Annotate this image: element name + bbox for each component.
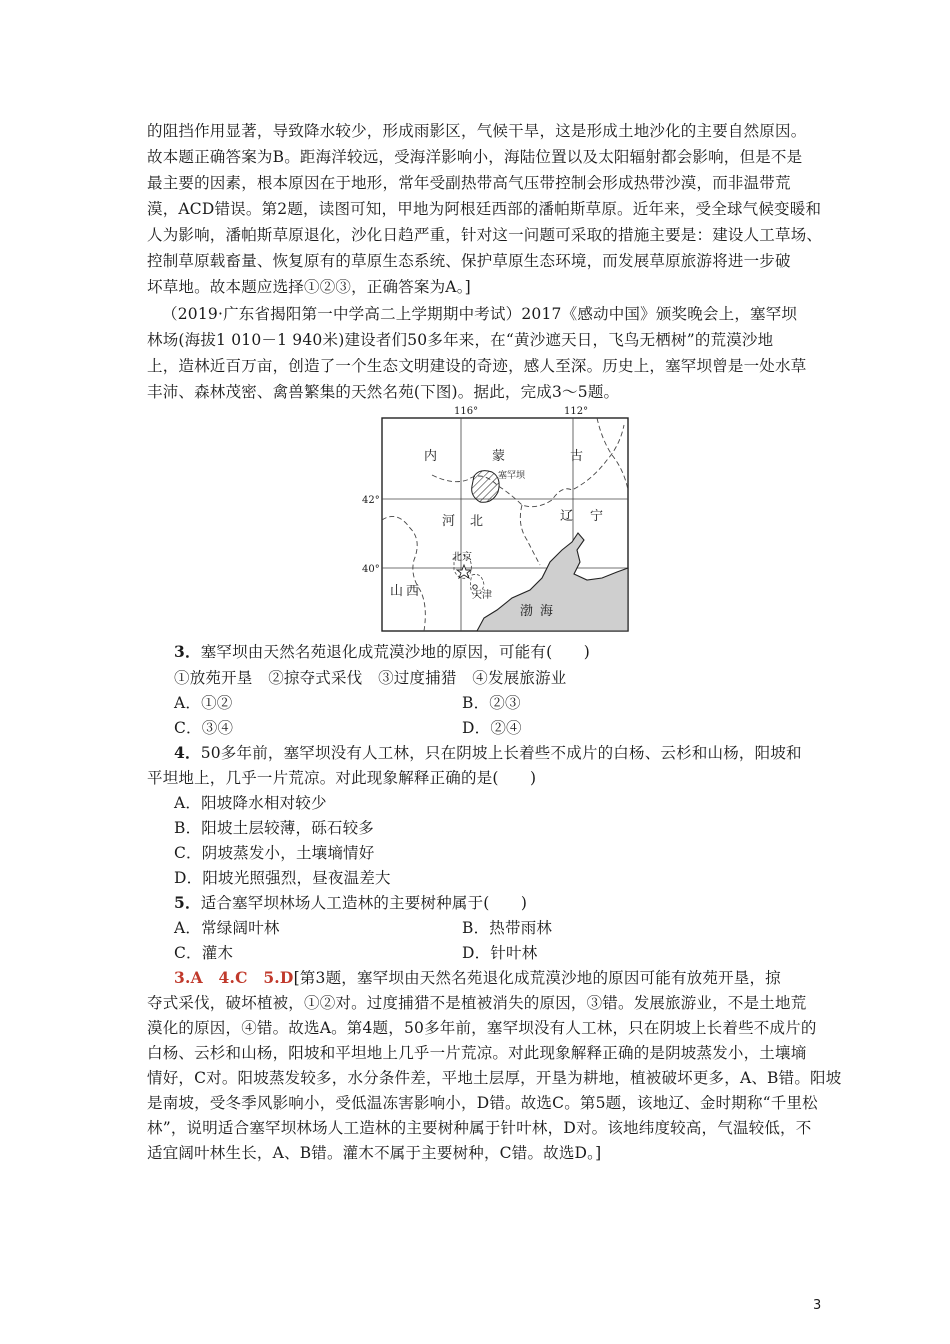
place-label: 蒙 <box>492 449 506 464</box>
answer-line: 情好，C对。阳坡蒸发较多，水分条件差，平地土层厚，开垦为耕地，植被破坏更多，A、B错。阳坡 <box>147 1069 842 1087</box>
answer-line: 白杨、云杉和山杨，阳坡和平坦地上几乎一片荒凉。对此现象解释正确的是阴坡蒸发小，土壤墒 <box>147 1044 807 1062</box>
place-label: 渤 <box>520 604 534 619</box>
place-label: 北 <box>470 514 484 529</box>
option-d: D．阳坡光照强烈，昼夜温差大 <box>174 869 391 887</box>
intro-line: 上，造林近百万亩，创造了一个生态文明建设的奇迹，感人至深。历史上，塞罕坝曾是一处水草 <box>147 357 807 375</box>
paragraph-line: 最主要的因素，根本原因在于地形，常年受副热带高气压带控制会形成热带沙漠，而非温带荒 <box>147 174 791 192</box>
question-4 <box>174 743 802 763</box>
question-3 <box>174 642 590 662</box>
answer-line: 是南坡，受冬季风影响小，受低温冻害影响小，D错。故选C。第5题，该地辽、金时期称“千里松 <box>147 1094 818 1112</box>
place-label-saihanba: 塞罕坝 <box>498 471 526 481</box>
option-b: B．②③ <box>462 694 521 712</box>
lon-label-112: 112° <box>564 406 589 417</box>
place-label-beijing: 北京 <box>452 552 472 563</box>
question-stem: 50多年前，塞罕坝没有人工林，只在阴坡上长着些不成片的白杨、云杉和山杨，阳坡和 <box>200 744 802 762</box>
option-c: C．阴坡蒸发小，土壤墒情好 <box>174 844 375 862</box>
paragraph-line: 控制草原载畜量、恢复原有的草原生态系统、保护草原生态环境，而发展草原旅游将进一步破 <box>147 252 791 270</box>
page-number: 3 <box>813 1298 822 1313</box>
option-c: C．③④ <box>174 719 234 737</box>
option-d: D．②④ <box>462 719 522 737</box>
answer-line: 林”，说明适合塞罕坝林场人工造林的主要树种属于针叶林，D对。该地纬度较高，气温较低，不 <box>147 1119 812 1137</box>
option-d: D．针叶林 <box>462 944 538 962</box>
lon-label-116: 116° <box>454 406 479 417</box>
paragraph-line: 故本题正确答案为B。距海洋较远，受海洋影响小，海陆位置以及太阳辐射都会影响，但是不是 <box>147 148 803 166</box>
option-c: C．灌木 <box>174 944 234 962</box>
saihanba-map <box>362 400 632 635</box>
place-label: 海 <box>540 604 554 619</box>
answer-key: 3.A 4.C 5.D <box>174 968 294 987</box>
paragraph-line: 漠，ACD错误。第2题，读图可知，甲地为阿根廷西部的潘帕斯草原。近年来，受全球气候变暖和 <box>147 200 822 218</box>
place-label: 西 <box>406 584 420 599</box>
intro-line: 林场(海拔1 010－1 940米)建设者们50多年来，在“黄沙遮天日，飞鸟无栖树”的荒漠沙地 <box>147 331 774 349</box>
answer-line: 适宜阔叶林生长，A、B错。灌木不属于主要树种，C错。故选D。] <box>147 1144 602 1162</box>
paragraph-line: 人为影响，潘帕斯草原退化，沙化日趋严重，针对这一问题可采取的措施主要是：建设人工草场、 <box>147 226 823 244</box>
intro-line: （2019·广东省揭阳第一中学高二上学期期中考试）2017《感动中国》颁奖晚会上，塞罕坝 <box>162 305 798 323</box>
question-5-row1 <box>174 918 553 938</box>
lat-label-40: 40° <box>362 564 380 575</box>
place-label: 山 <box>390 584 404 599</box>
question-3-items: ①放苑开垦 ②掠夺式采伐 ③过度捕猎 ④发展旅游业 <box>174 669 567 687</box>
question-3-row1 <box>174 693 521 713</box>
question-stem: 适合塞罕坝林场人工造林的主要树种属于( ) <box>200 894 528 912</box>
answer-line: 漠化的原因，④错。故选A。第4题，50多年前，塞罕坝没有人工林，只在阴坡上长着些不成片的 <box>147 1019 817 1037</box>
question-stem: 塞罕坝由天然名苑退化成荒漠沙地的原因，可能有( ) <box>200 643 590 661</box>
place-label-tianjin: 天津 <box>472 590 492 601</box>
lat-label-42: 42° <box>362 495 380 506</box>
paragraph-line: 坏草地。故本题应选择①②③，正确答案为A。] <box>147 278 471 296</box>
place-label: 古 <box>570 449 584 464</box>
option-a: A．①② <box>174 694 233 712</box>
question-5-row2 <box>174 943 538 963</box>
question-number: 4． <box>174 743 201 762</box>
answer-line: 夺式采伐，破坏植被，①②对。过度捕猎不是植被消失的原因，③错。发展旅游业，不是土地荒 <box>147 994 807 1012</box>
place-label: 内 <box>424 449 438 464</box>
answer-text: [第3题，塞罕坝由天然名苑退化成荒漠沙地的原因可能有放苑开垦，掠 <box>293 969 781 987</box>
tianjin-dot-icon <box>473 585 477 589</box>
option-b: B．热带雨林 <box>462 919 553 937</box>
option-a: A．常绿阔叶林 <box>174 919 280 937</box>
place-label: 河 <box>442 514 456 529</box>
intro-line: 丰沛、森林茂密、禽兽繁集的天然名苑(下图)。据此，完成3～5题。 <box>147 383 620 401</box>
question-5 <box>174 893 527 913</box>
place-label: 宁 <box>590 509 604 524</box>
place-label: 辽 <box>560 509 574 524</box>
question-number: 5． <box>174 893 201 912</box>
paragraph-line: 的阻挡作用显著，导致降水较少，形成雨影区，气候干旱，这是形成土地沙化的主要自然原因。 <box>147 122 807 140</box>
question-3-row2 <box>174 718 522 738</box>
option-a: A．阳坡降水相对较少 <box>174 794 327 812</box>
answer-line <box>174 968 781 988</box>
option-b: B．阳坡土层较薄，砾石较多 <box>174 819 374 837</box>
question-4-stem-cont: 平坦地上，几乎一片荒凉。对此现象解释正确的是( ) <box>147 769 537 787</box>
question-number: 3． <box>174 642 201 661</box>
